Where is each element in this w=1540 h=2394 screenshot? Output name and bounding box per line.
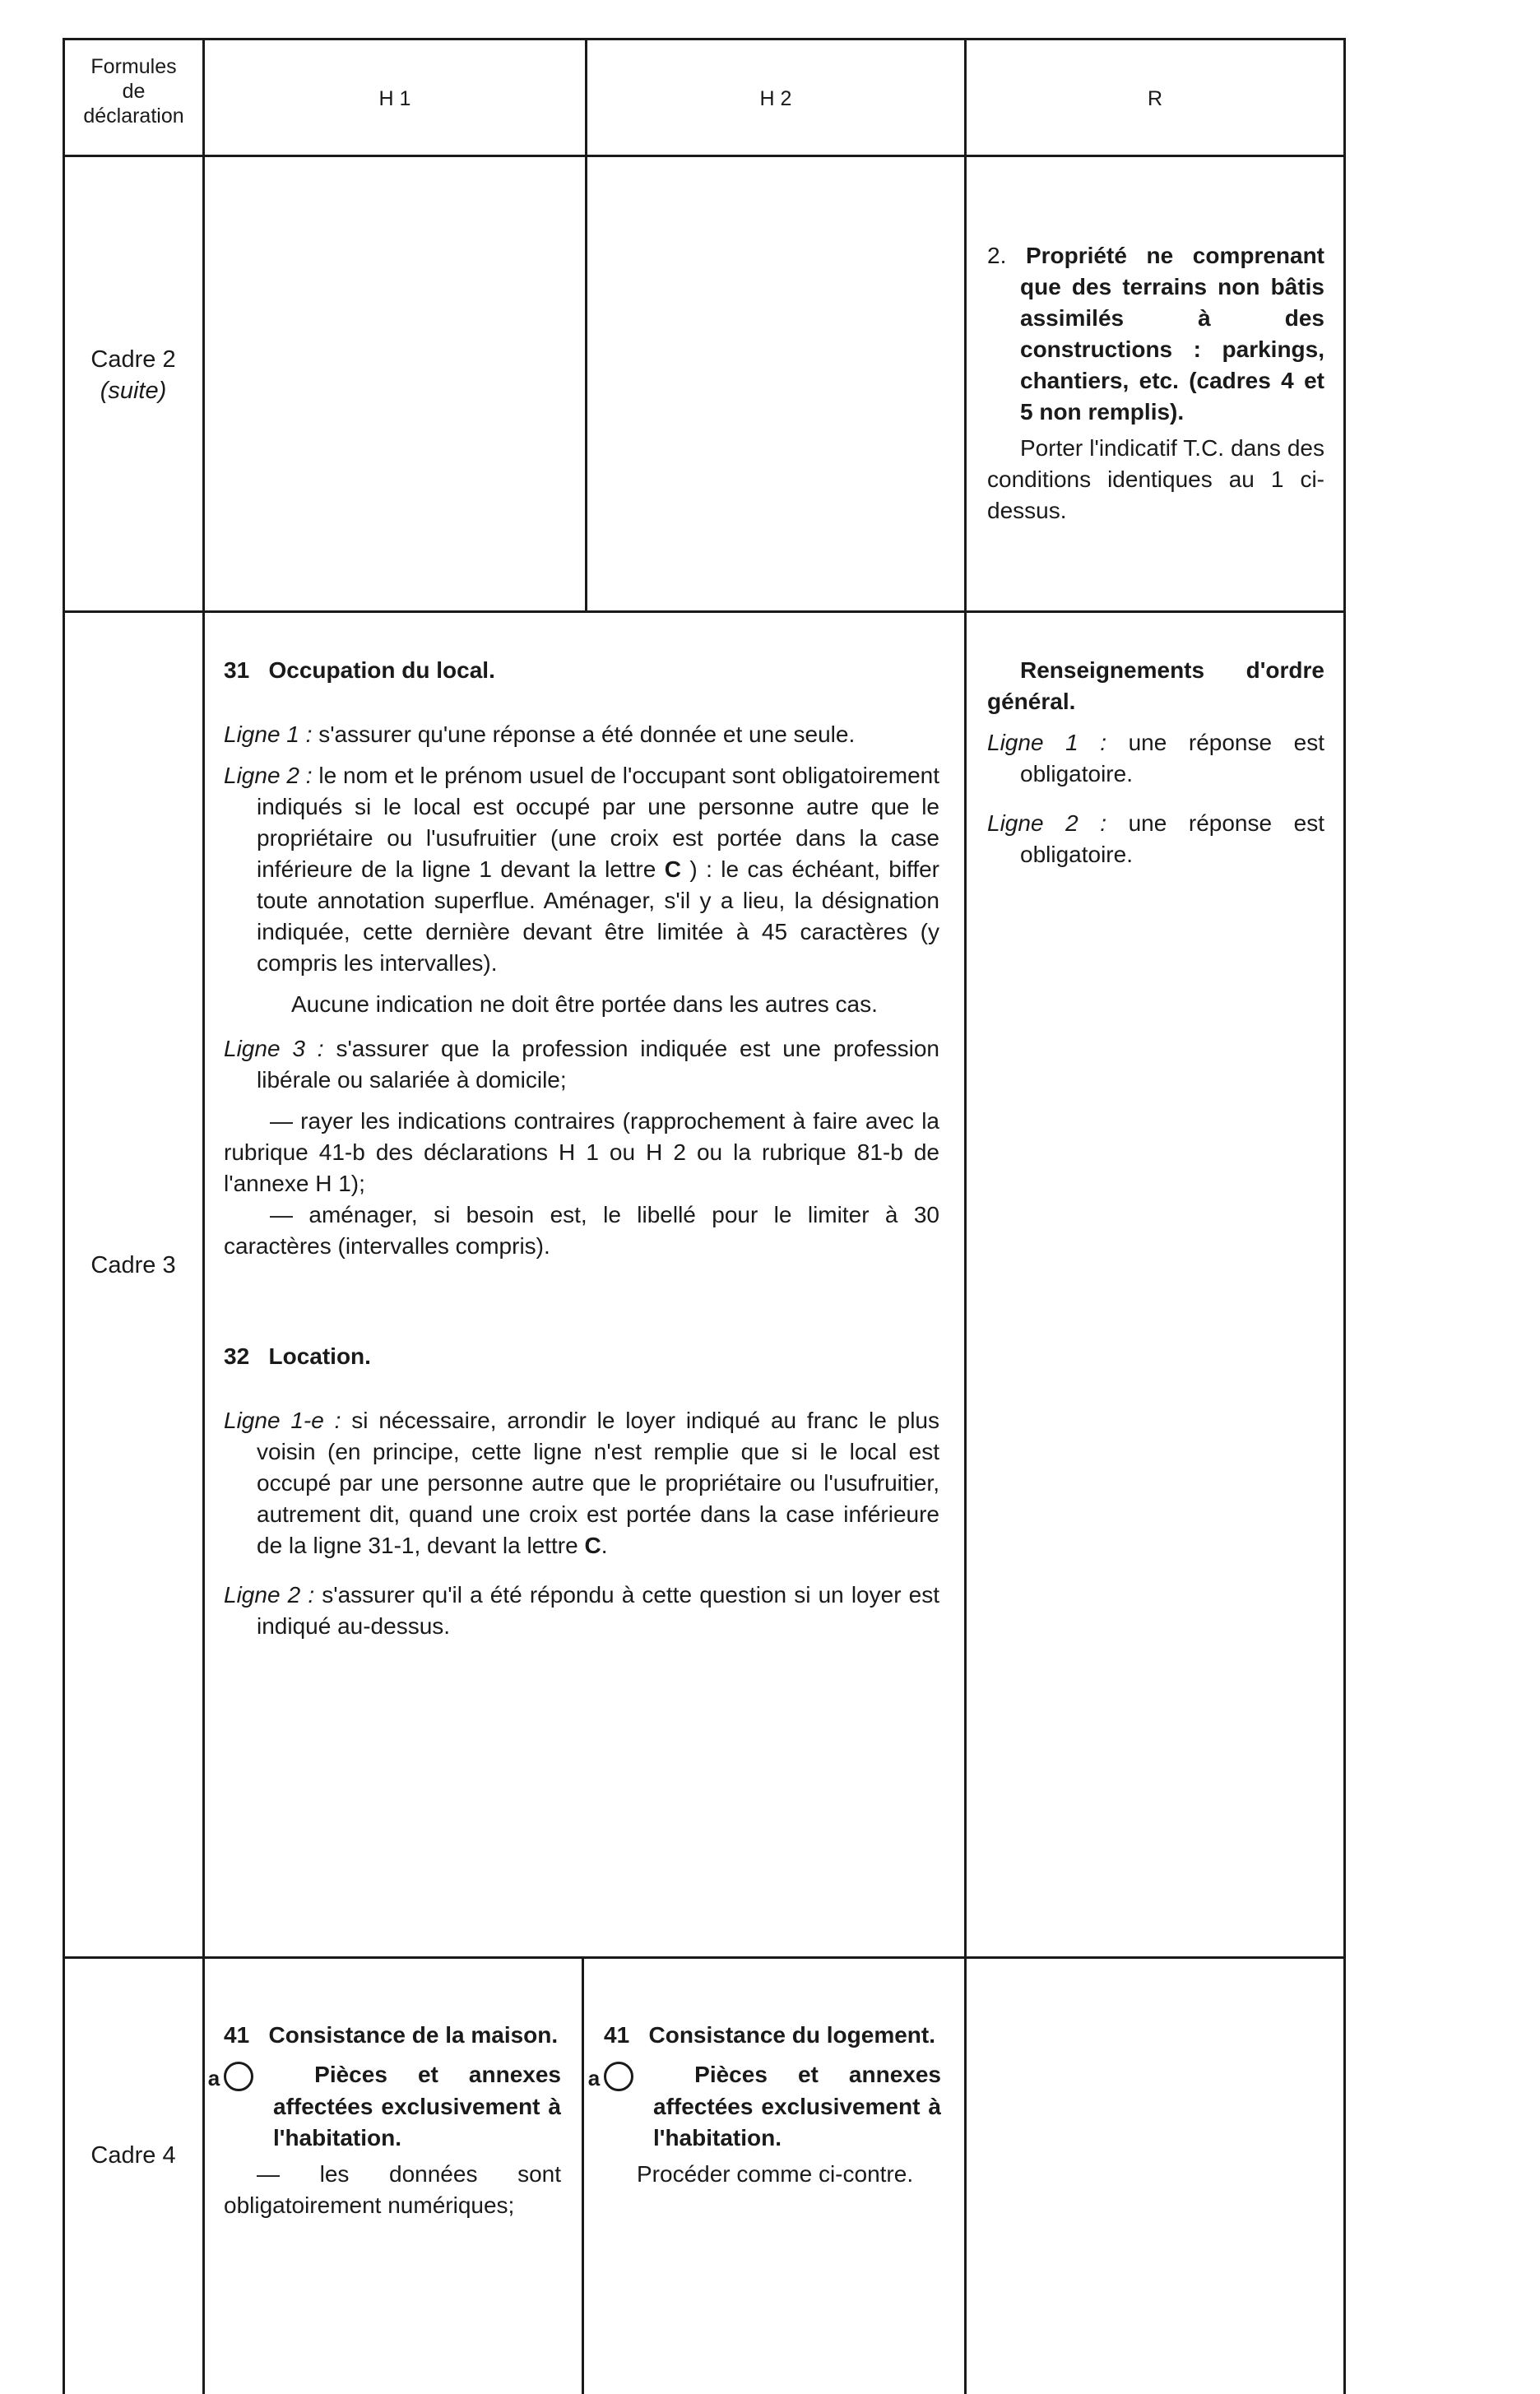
cadre3-r-ligne2-text: une réponse est obligatoire.: [1020, 810, 1324, 867]
s32-ligne2-text: s'assurer qu'il a été répondu à cette question si un loyer est indiqué au-dessus.: [257, 1582, 940, 1639]
col3-divider: [964, 38, 967, 2394]
header-h2: H 2: [759, 87, 792, 110]
s31-ligne2-note: Aucune indication ne doit être portée dans les autres cas.: [291, 991, 878, 1017]
s32-title: Location.: [268, 1343, 371, 1369]
s31-ligne3-text: s'assurer que la profession indiquée est une profession libérale ou salariée à domicile;: [257, 1036, 940, 1093]
s32-heading: [224, 1341, 939, 1372]
header-formules-l3: déclaration: [83, 104, 184, 128]
cadre2-r-item: [987, 240, 1324, 428]
s31-ligne2: [224, 760, 939, 979]
s31-ligne1: [224, 719, 939, 750]
cadre3-r-ligne2: [987, 808, 1324, 870]
s32-ligne1e-label: Ligne 1-e :: [224, 1408, 341, 1433]
cadre4-h1-num: 41: [224, 2022, 250, 2048]
cadre3-r-ligne1: [987, 727, 1324, 790]
s31-ligne3-dash1: — rayer les indications contraires (rapprochement à faire avec la rubrique 41-b des déclarations H 1 ou H 2 ou la rubrique 81-b de l'annexe H 1);: [224, 1108, 939, 1196]
cadre2-label: [64, 344, 202, 406]
s31-ligne1-label: Ligne 1 :: [224, 721, 313, 747]
right-border: [1343, 38, 1346, 2394]
cadre3-r-ligne1-text: une réponse est obligatoire.: [1020, 730, 1324, 786]
col2-divider-cadre4: [582, 1956, 584, 2394]
cadre3-r-ligne2-label: Ligne 2 :: [987, 810, 1107, 836]
s31-ligne2-text: le nom et le prénom usuel de l'occupant sont obligatoirement indiqués si le local est occupé par une personne autre que le propriétaire ou l'usufruitier (une croix est portée dans la case inférieure de la ligne 1 devant la lettre: [257, 763, 939, 882]
s31-heading: [224, 655, 939, 686]
cadre3-r-cell: [987, 655, 1324, 870]
col1-divider: [202, 38, 205, 2394]
cadre2-bottom-border: [63, 610, 1346, 613]
s32-ligne2: [224, 1580, 939, 1642]
cadre3-label: Cadre 3: [90, 1252, 176, 1278]
circle-a-icon: a: [224, 2062, 253, 2091]
s32-ligne1e: [224, 1405, 939, 1561]
cadre4-h2-a: [587, 2059, 941, 2154]
s32-ligne1e-text: si nécessaire, arrondir le loyer indiqué au franc le plus voisin (en principe, cette ligne n'est remplie que si le local est occupé par une personne autre que le propriétaire ou l'usufruitier, autrement dit, quand une croix est portée dans la case inférieure de la ligne 31-1, devant la lettre: [257, 1408, 939, 1558]
cadre4-label: Cadre 4: [90, 2142, 176, 2169]
table-top-border: [63, 38, 1346, 40]
header-formules: [65, 54, 202, 128]
header-bottom-border: [63, 155, 1346, 157]
s32-num: 32: [224, 1343, 250, 1369]
cadre4-h1-title: Consistance de la maison.: [268, 2022, 559, 2048]
cadre4-h1-a-title: Pièces et annexes affectées exclusivement à l'habitation.: [273, 2062, 561, 2150]
cadre4-h1-a: [207, 2059, 561, 2154]
s31-ligne3-dash2: — aménager, si besoin est, le libellé pour le limiter à 30 caractères (intervalles compris).: [224, 1202, 939, 1259]
header-formules-l2: de: [122, 80, 146, 103]
cadre4-h2-title: Consistance du logement.: [648, 2022, 935, 2048]
s32-ligne1e-letter: C: [584, 1533, 601, 1558]
cadre2-r-cell: [987, 240, 1324, 527]
cadre3-h1h2-cell: [224, 655, 939, 1642]
s31-title: Occupation du local.: [268, 657, 495, 683]
cadre2-r-body: Porter l'indicatif T.C. dans des conditions identiques au 1 ci-dessus.: [987, 435, 1324, 523]
cadre2-label-sub: (suite): [100, 378, 167, 404]
header-formules-l1: Formules: [90, 55, 177, 78]
cadre4-h2-a-text: Procéder comme ci-contre.: [637, 2160, 914, 2187]
col2-divider-top: [585, 38, 587, 613]
cadre2-label-text: Cadre 2: [90, 346, 176, 373]
cadre4-h1-a-text: — les données sont obligatoirement numériques;: [224, 2160, 561, 2218]
cadre2-r-title: Propriété ne comprenant que des terrains non bâtis assimilés à des constructions : parkings, chantiers, etc. (cadres 4 et 5 non remplis).: [1020, 243, 1325, 425]
header-h1: H 1: [378, 87, 411, 110]
cadre4-h1-heading: [224, 2020, 561, 2051]
s31-ligne3: [224, 1033, 939, 1096]
header-r: R: [1147, 87, 1163, 110]
s31-ligne2-text2: ) : le cas échéant, biffer toute annotation superflue. Aménager, s'il y a lieu, la désignation indiquée, cette dernière devant être limitée à 45 caractères (y compris les intervalles).: [257, 856, 940, 976]
s32-ligne2-label: Ligne 2 :: [224, 1582, 315, 1608]
cadre3-r-title: Renseignements d'ordre général.: [987, 657, 1324, 714]
s31-ligne3-label: Ligne 3 :: [224, 1036, 324, 1061]
s31-ligne1-text: s'assurer qu'une réponse a été donnée et une seule.: [318, 721, 856, 747]
s32-ligne1e-end: .: [601, 1533, 608, 1558]
s31-ligne2-label: Ligne 2 :: [224, 763, 313, 788]
cadre3-bottom-border: [63, 1956, 1346, 1959]
cadre4-h2-num: 41: [604, 2022, 630, 2048]
cadre2-r-num: 2.: [987, 243, 1007, 268]
s31-num: 31: [224, 657, 250, 683]
cadre4-h2-a-title: Pièces et annexes affectées exclusivement à l'habitation.: [653, 2062, 941, 2150]
cadre4-h2-heading: [604, 2020, 941, 2051]
cadre4-h1-cell: [207, 2020, 561, 2221]
cadre3-r-ligne1-label: Ligne 1 :: [987, 730, 1107, 755]
s31-ligne2-letter: C: [664, 856, 681, 882]
circle-a-icon: a: [604, 2062, 633, 2091]
cadre4-h2-cell: [587, 2020, 941, 2190]
